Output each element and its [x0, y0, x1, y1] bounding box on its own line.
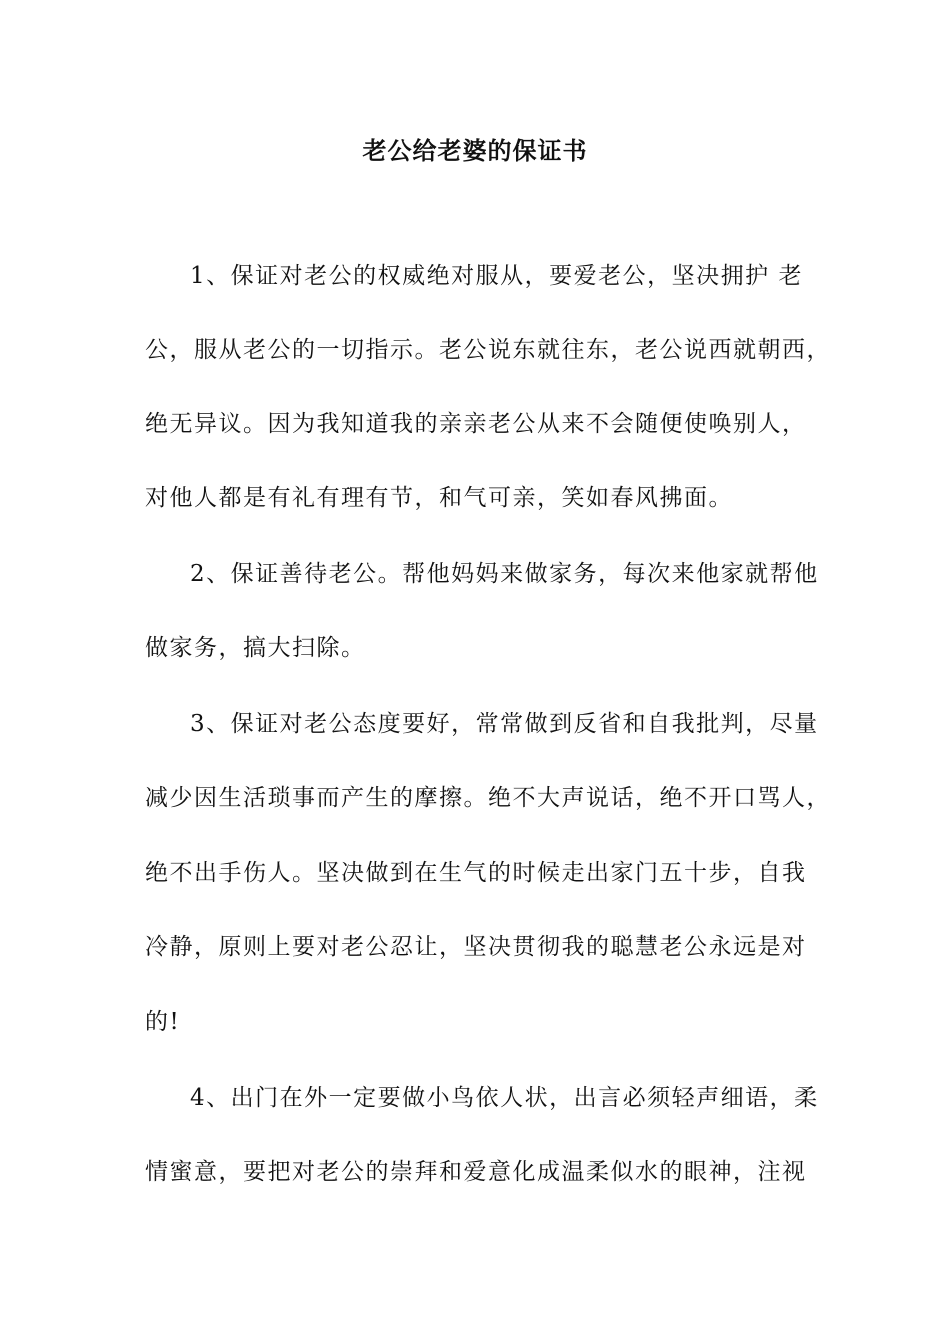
paragraph-2-line-2: 做家务，搞大扫除。 — [145, 635, 366, 661]
paragraph-3-line-2: 减少因生活琐事而产生的摩擦。绝不大声说话，绝不开口骂人， — [145, 785, 831, 811]
paragraph-3-line-4: 冷静，原则上要对老公忍让，坚决贯彻我的聪慧老公永远是对 — [145, 934, 807, 960]
paragraph-4-line-1: 4、出门在外一定要做小鸟依人状，出言必须轻声细语，柔 — [190, 1085, 819, 1111]
paragraph-1-line-4: 对他人都是有礼有理有节，和气可亲，笑如春风拂面。 — [145, 485, 733, 511]
paragraph-1-line-3: 绝无异议。因为我知道我的亲亲老公从来不会随便使唤别人， — [145, 411, 807, 437]
paragraph-3-line-3: 绝不出手伤人。坚决做到在生气的时候走出家门五十步，自我 — [145, 860, 807, 886]
paragraph-4-line-2: 情蜜意，要把对老公的崇拜和爱意化成温柔似水的眼神，注视 — [145, 1159, 807, 1185]
paragraph-2-line-1: 2、保证善待老公。帮他妈妈来做家务，每次来他家就帮他 — [190, 561, 819, 587]
paragraph-1-line-1: 1、保证对老公的权威绝对服从，要爱老公，坚决拥护 老 — [190, 263, 803, 289]
document-title: 老公给老婆的保证书 — [362, 137, 588, 165]
paragraph-3-line-5: 的! — [145, 1009, 181, 1035]
paragraph-1-line-2: 公，服从老公的一切指示。老公说东就往东，老公说西就朝西， — [145, 337, 831, 363]
paragraph-3-line-1: 3、保证对老公态度要好，常常做到反省和自我批判，尽量 — [190, 711, 819, 737]
